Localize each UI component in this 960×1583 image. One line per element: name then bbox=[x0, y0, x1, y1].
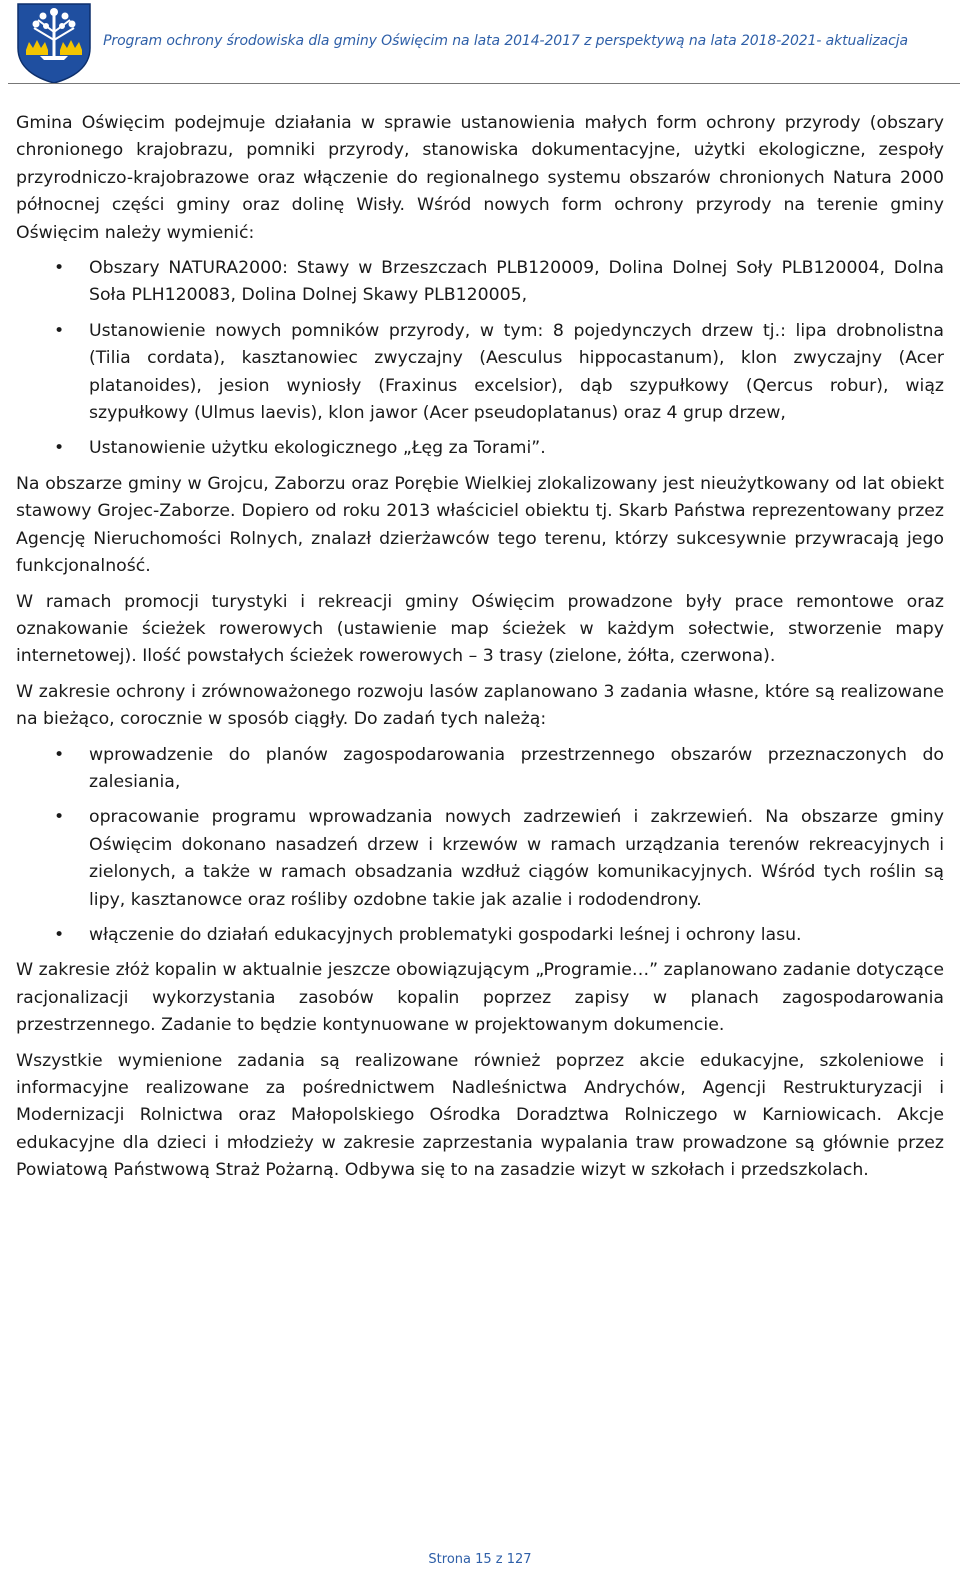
gmina-crest-icon bbox=[16, 2, 92, 84]
paragraph-mineral-deposits: W zakresie złóż kopalin w aktualnie jeszcze obowiązującym „Programie…” zaplanowano zadanie dotyczące racjonalizacji wykorzystania zasobów kopalin poprzez zapisy w planach zagospodarowania przestrzennego. Zadanie to będzie kontynuowane w projektowanym dokumencie. bbox=[16, 960, 944, 1036]
paragraph-education: Wszystkie wymienione zadania są realizowane również poprzez akcie edukacyjne, szkoleniowe i informacyjne realizowane za pośrednictwem Nadleśnictwa Andrychów, Agencji Restrukturyzacji i Modernizacji Rolnictwa oraz Małopolskiego Ośrodka Doradztwa Rolniczego w Karniowicach. Akcje edukacyjne dla dzieci i młodzieży w zakresie zaprzestania wypalania traw prowadzone są głównie przez Powiatową Państwową Straż Pożarną. Odbywa się to na zasadzie wizyt w szkołach i przedszkolach. bbox=[16, 1050, 944, 1181]
list-item: • Ustanowienie nowych pomników przyrody, w tym: 8 pojedynczych drzew tj.: lipa drobnolistna (Tilia cordata), kasztanowiec zwyczajny (Aesculus hippocastanum), klon zwyczajny (Acer platanoides), jesion wyniosły (Fraxinus excelsior), dąb szypułkowy (Qercus robur), wiąz szypułkowy (Ulmus laevis), klon jawor (Acer pseudoplatanus) oraz 4 grup drzew, bbox=[16, 318, 944, 428]
document-title: Program ochrony środowiska dla gminy Oświęcim na lata 2014-2017 z perspektywą na lata 2018-2021- aktualizacja bbox=[103, 33, 908, 49]
list-new-protection-forms bbox=[16, 255, 944, 463]
paragraph-forest-tasks: W zakresie ochrony i zrównoważonego rozwoju lasów zaplanowano 3 zadania własne, które są realizowane na bieżąco, corocznie w sposób ciągły. Do zadań tych należą: bbox=[16, 681, 944, 730]
page-number: Strona 15 z 127 bbox=[428, 1552, 532, 1567]
header-divider bbox=[8, 83, 960, 84]
paragraph-nature-protection: Gmina Oświęcim podejmuje działania w sprawie ustanowienia małych form ochrony przyrody (obszary chronionego krajobrazu, pomniki przyrody, stanowiska dokumentacyjne, użytki ekologiczne, zespoły przyrodniczo-krajobrazowe oraz włączenie do regionalnego systemu obszarów chronionych Natura 2000 północnej części gminy oraz dolinę Wisły. Wśród nowych form ochrony przyrody na terenie gminy Oświęcim należy wymienić: bbox=[16, 113, 944, 243]
page-body bbox=[16, 110, 944, 1193]
paragraph-pond-facility: Na obszarze gminy w Grojcu, Zaborzu oraz Porębie Wielkiej zlokalizowany jest nieużytkowany od lat obiekt stawowy Grojec-Zaborze. Dopiero od roku 2013 właściciel obiektu tj. Skarb Państwa reprezentowany przez Agencję Nieruchomości Rolnych, znalazł dzierżawców tego terenu, którzy sukcesywnie przywracają jego funkcjonalność. bbox=[16, 473, 944, 577]
list-item: • Ustanowienie użytku ekologicznego „Łęg za Torami”. bbox=[16, 435, 944, 462]
list-item: • wprowadzenie do planów zagospodarowania przestrzennego obszarów przeznaczonych do zalesiania, bbox=[16, 742, 944, 797]
paragraph-tourism: W ramach promocji turystyki i rekreacji gminy Oświęcim prowadzone były prace remontowe oraz oznakowanie ścieżek rowerowych (ustawienie map ścieżek w każdym sołectwie, stworzenie mapy internetowej). Ilość powstałych ścieżek rowerowych – 3 trasy (zielone, żółta, czerwona). bbox=[16, 591, 944, 667]
list-item: • Obszary NATURA2000: Stawy w Brzeszczach PLB120009, Dolina Dolnej Soły PLB120004, Dolna Soła PLH120083, Dolina Dolnej Skawy PLB120005, bbox=[16, 255, 944, 310]
page-header bbox=[0, 0, 960, 86]
list-item: • włączenie do działań edukacyjnych problematyki gospodarki leśnej i ochrony lasu. bbox=[16, 922, 944, 949]
list-forest-tasks bbox=[16, 742, 944, 950]
list-item: • opracowanie programu wprowadzania nowych zadrzewień i zakrzewień. Na obszarze gminy Oświęcim dokonano nasadzeń drzew i krzewów w ramach urządzania terenów rekreacyjnych i zielonych, a także w ramach obsadzania wzdłuż ciągów komunikacyjnych. Wśród tych roślin są lipy, kasztanowce oraz rośliby ozdobne takie jak azalie i rododendrony. bbox=[16, 804, 944, 914]
